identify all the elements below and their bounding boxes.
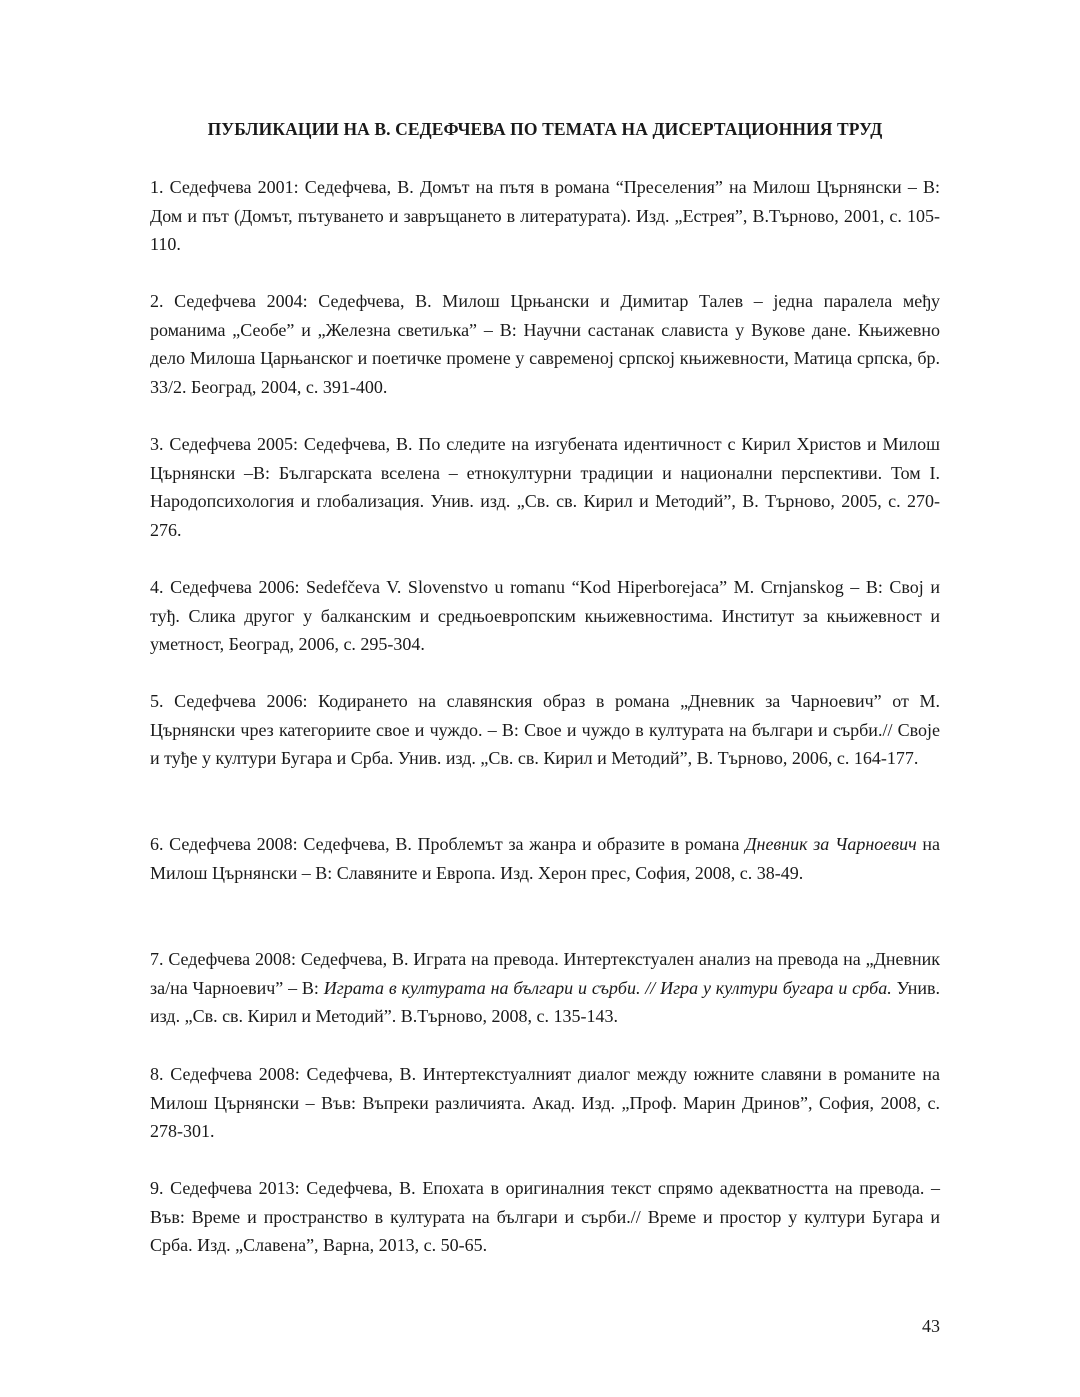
publication-4 [150,573,940,659]
publication-text: 3. Седефчева 2005: Седефчева, В. По следите на изгубената идентичност с Кирил Христов и Милош Църнянски –В: Българската вселена – етнокултурни традиции и национални перспективи. Том I. Народопсихология и глобализация. Унив. изд. „Св. св. Кирил и Методий”, В. Търново, 2005, с. 270-276. [150,434,940,540]
publication-text: 6. Седефчева 2008: Седефчева, В. Проблемът за жанра и образите в романа [150,834,746,854]
publication-text: 2. Седефчева 2004: Седефчева, В. Милош Црњански и Димитар Талев – једна паралела међу романима „Сеобе” и „Железна светиљка” – В: Научни састанак слависта у Вукове дане. Књижевно дело Милоша Царњанског и поетичке промене у савременој српској књижевности, Матица српска, бр. 33/2. Београд, 2004, с. 391-400. [150,291,940,397]
page-title: ПУБЛИКАЦИИ НА В. СЕДЕФЧЕВА ПО ТЕМАТА НА ДИСЕРТАЦИОННИЯ ТРУД [207,119,883,139]
publication-text: 9. Седефчева 2013: Седефчева, В. Епохата в оригиналния текст спрямо адекватността на превода. – Във: Време и пространство в културата на българи и сърби.// Време и простор у култури Бугара и Срба. Изд. „Славена”, Варна, 2013, с. 50-65. [150,1178,940,1255]
publication-5 [150,687,940,773]
page-number: 43 [922,1316,940,1336]
publication-text: 5. Седефчева 2006: Кодирането на славянския образ в романа „Дневник за Чарноевич” от М. Църнянски чрез категориите свое и чуждо. – В: Свое и чуждо в културата на българи и сърби.// Своје и туђе у култури Бугара и Срба. Унив. изд. „Св. св. Кирил и Методий”, В. Търново, 2006, с. 164-177. [150,691,940,768]
publication-3 [150,430,940,544]
publication-7 [150,945,940,1031]
publication-italic-title: Играта в културата на българи и сърби. // Игра у култури бугара и срба. [323,977,892,998]
publication-9 [150,1174,940,1260]
publication-text: Унив. изд. „Св. св. Кирил и Методий”. В.Търново, 2008, с. 135-143. [150,977,940,1026]
publication-1 [150,173,940,259]
publication-italic-title: Дневник за Чарноевич [745,834,917,854]
publication-text: 1. Седефчева 2001: Седефчева, В. Домът на пътя в романа “Преселения” на Милош Църнянски – В: Дом и път (Домът, пътуването и завръщането в литературата). Изд. „Естрея”, В.Търново, 2001, с. 105-110. [150,177,940,254]
publication-text: на Милош Църнянски – В: Славяните и Европа. Изд. Херон прес, София, 2008, с. 38-49. [150,834,941,883]
publication-text: 8. Седефчева 2008: Седефчева, В. Интертекстуалният диалог между южните славяни в романите на Милош Църнянски – Във: Въпреки различията. Акад. Изд. „Проф. Марин Дринов”, София, 2008, с. 278-301. [150,1064,940,1141]
publication-6 [150,830,940,887]
publication-2 [150,287,940,401]
publication-text: 7. Седефчева 2008: Седефчева, В. Играта на превода. Интертекстуален анализ на превода на „Дневник за/на Чарноевич” – В: [150,949,940,998]
publication-8 [150,1060,940,1146]
publication-text: 4. Седефчева 2006: Sedefčeva V. Slovenstvo u romanu “Kod Hiperborejaca” M. Crnjanskog – В: Свој и туђ. Слика другог у балканским и средњоевропским књижевностима. Институт за књижевност и уметност, Београд, 2006, с. 295-304. [150,577,940,654]
